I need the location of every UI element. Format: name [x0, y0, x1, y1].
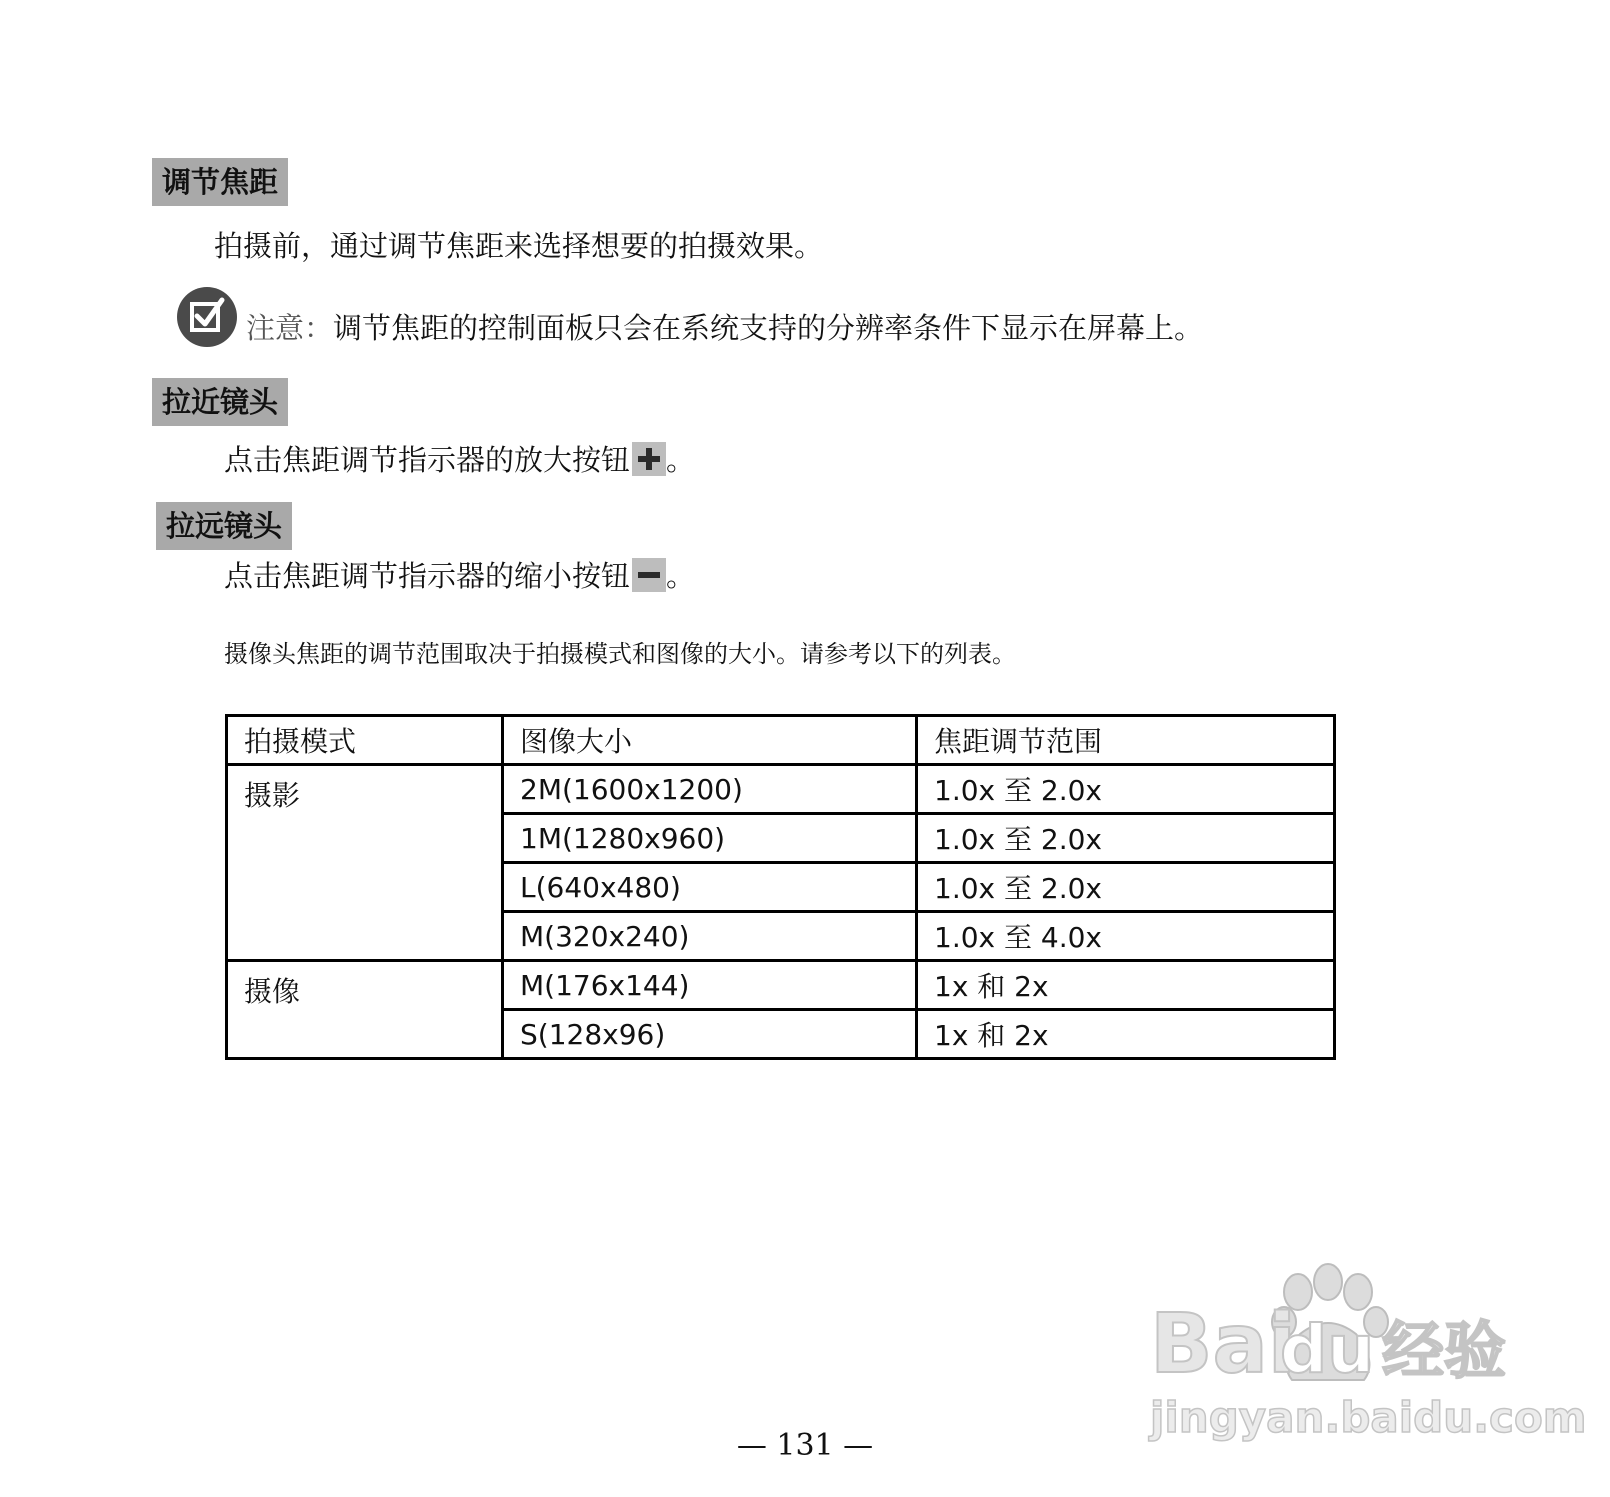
- page-number: — 131 —: [736, 1428, 874, 1463]
- zoom-out-suffix: 。: [666, 559, 696, 593]
- zoom-out-text: 点击焦距调节指示器的缩小按钮: [224, 559, 631, 593]
- range-cell: 1x 和 2x: [917, 961, 1335, 1010]
- header-range: 焦距调节范围: [917, 716, 1335, 765]
- size-cell: 2M(1600x1200): [503, 765, 917, 814]
- table-row: [227, 961, 1335, 1010]
- watermark-brand: Bai: [1150, 1297, 1296, 1392]
- size-cell: L(640x480): [503, 863, 917, 912]
- mode-video: 摄像: [227, 961, 503, 1059]
- checkbox-note-icon: [176, 286, 238, 348]
- baidu-jingyan-watermark: [1150, 1262, 1587, 1452]
- paragraph-intro: 摄像头焦距的调节范围取决于拍摄模式和图像的大小。请参考以下的列表。: [224, 640, 1016, 668]
- size-cell: M(320x240): [503, 912, 917, 961]
- note-text: 调节焦距的控制面板只会在系统支持的分辨率条件下显示在屏幕上。: [333, 311, 1204, 345]
- heading-adjust-focus: 调节焦距: [152, 158, 288, 206]
- range-cell: 1x 和 2x: [917, 1010, 1335, 1059]
- size-cell: M(176x144): [503, 961, 917, 1010]
- zoom-range-table: [225, 714, 1336, 1060]
- header-size: 图像大小: [503, 716, 917, 765]
- minus-icon: [632, 558, 666, 592]
- size-cell: S(128x96): [503, 1010, 917, 1059]
- zoom-in-text: 点击焦距调节指示器的放大按钮: [224, 443, 631, 477]
- zoom-in-suffix: 。: [666, 443, 696, 477]
- table-row: [227, 765, 1335, 814]
- watermark-product: 经验: [1382, 1314, 1507, 1387]
- paragraph-zoom-out: [224, 556, 695, 596]
- size-cell: 1M(1280x960): [503, 814, 917, 863]
- heading-zoom-in: 拉近镜头: [152, 378, 288, 426]
- range-cell: 1.0x 至 2.0x: [917, 863, 1335, 912]
- paragraph-adjust-focus: 拍摄前，通过调节焦距来选择想要的拍摄效果。: [214, 229, 824, 263]
- watermark-url: jingyan.baidu.com: [1150, 1393, 1587, 1442]
- table-header-row: [227, 716, 1335, 765]
- note-label: 注意：: [246, 311, 334, 345]
- range-cell: 1.0x 至 4.0x: [917, 912, 1335, 961]
- watermark-brand-suffix: du: [1280, 1311, 1375, 1388]
- range-cell: 1.0x 至 2.0x: [917, 814, 1335, 863]
- header-mode: 拍摄模式: [227, 716, 503, 765]
- range-cell: 1.0x 至 2.0x: [917, 765, 1335, 814]
- paragraph-zoom-in: [224, 440, 695, 480]
- heading-zoom-out: 拉远镜头: [156, 502, 292, 550]
- note-line: [246, 308, 1203, 348]
- plus-icon: [632, 442, 666, 476]
- mode-photo: 摄影: [227, 765, 503, 961]
